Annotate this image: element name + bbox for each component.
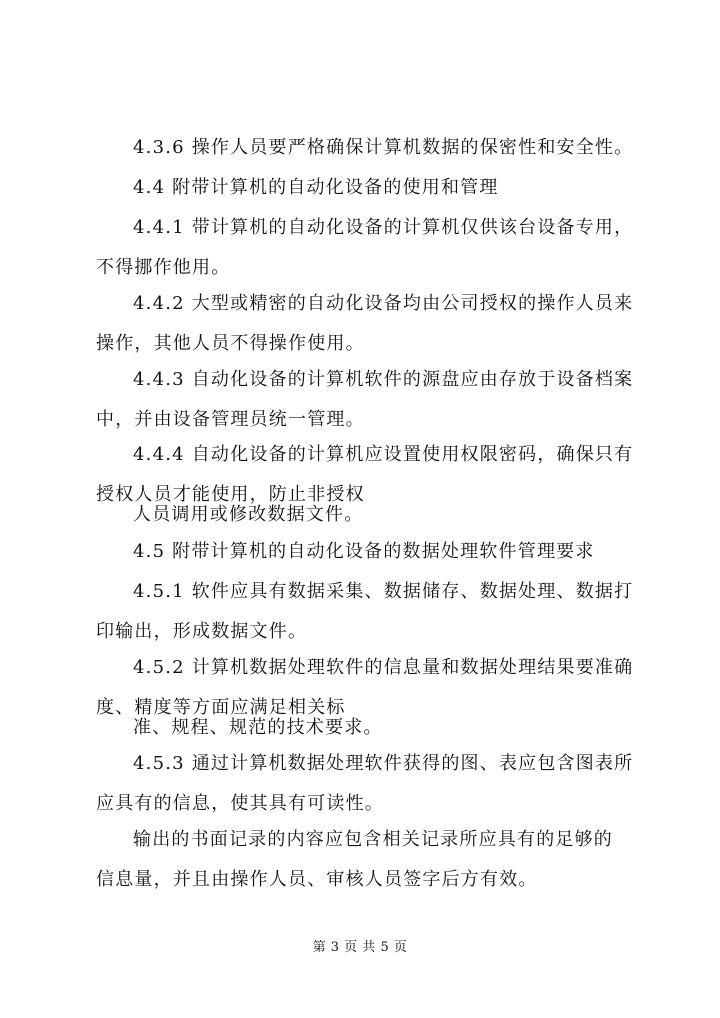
text-line: 印输出，形成数据文件。 — [96, 621, 308, 642]
text-line: 4.5.2 计算机数据处理软件的信息量和数据处理结果要准确 — [133, 657, 634, 678]
text-line: 输出的书面记录的内容应包含相关记录所应具有的足够的 — [133, 829, 613, 850]
paragraph-4-3-6 — [96, 128, 656, 168]
text-line: 准、规程、规范的技术要求。 — [133, 717, 383, 738]
page-number-footer: 第 3 页 共 5 页 — [312, 940, 408, 955]
text-line: 授权人员才能使用，防止非授权 — [96, 484, 365, 505]
paragraph-4-4-3 — [96, 360, 656, 440]
text-line: 人员调用或修改数据文件。 — [133, 504, 364, 525]
text-line: 4.4 附带计算机的自动化设备的使用和管理 — [133, 177, 499, 198]
paragraph-4-4-4-continued — [96, 495, 656, 535]
paragraph-4-5-3 — [96, 744, 656, 824]
paragraph-4-5-2-continued — [96, 708, 656, 748]
text-line: 4.4.3 自动化设备的计算机软件的源盘应由存放于设备档案 — [133, 369, 634, 390]
text-line: 4.5 附带计算机的自动化设备的数据处理软件管理要求 — [133, 541, 595, 562]
heading-4-5 — [96, 532, 656, 572]
text-line: 应具有的信息，使其具有可读性。 — [96, 793, 384, 814]
text-line: 中，并由设备管理员统一管理。 — [96, 409, 365, 430]
paragraph-4-4-2 — [96, 284, 656, 364]
paragraph-output-records — [96, 820, 656, 900]
text-line: 信息量，并且由操作人员、审核人员签字后方有效。 — [96, 869, 538, 890]
text-line: 操作，其他人员不得操作使用。 — [96, 333, 365, 354]
text-line: 4.3.6 操作人员要严格确保计算机数据的保密性和安全性。 — [133, 137, 634, 158]
text-line: 4.4.1 带计算机的自动化设备的计算机仅供该台设备专用， — [133, 217, 634, 238]
paragraph-4-4-1 — [96, 208, 656, 288]
text-line: 4.5.1 软件应具有数据采集、数据储存、数据处理、数据打 — [133, 581, 634, 602]
text-line: 4.4.4 自动化设备的计算机应设置使用权限密码，确保只有 — [133, 444, 634, 465]
text-line: 不得挪作他用。 — [96, 257, 231, 278]
text-line: 4.4.2 大型或精密的自动化设备均由公司授权的操作人员来 — [133, 293, 634, 314]
text-line: 4.5.3 通过计算机数据处理软件获得的图、表应包含图表所 — [133, 753, 634, 774]
paragraph-4-5-1 — [96, 572, 656, 652]
heading-4-4 — [96, 168, 656, 208]
text-line: 度、精度等方面应满足相关标 — [96, 697, 346, 718]
